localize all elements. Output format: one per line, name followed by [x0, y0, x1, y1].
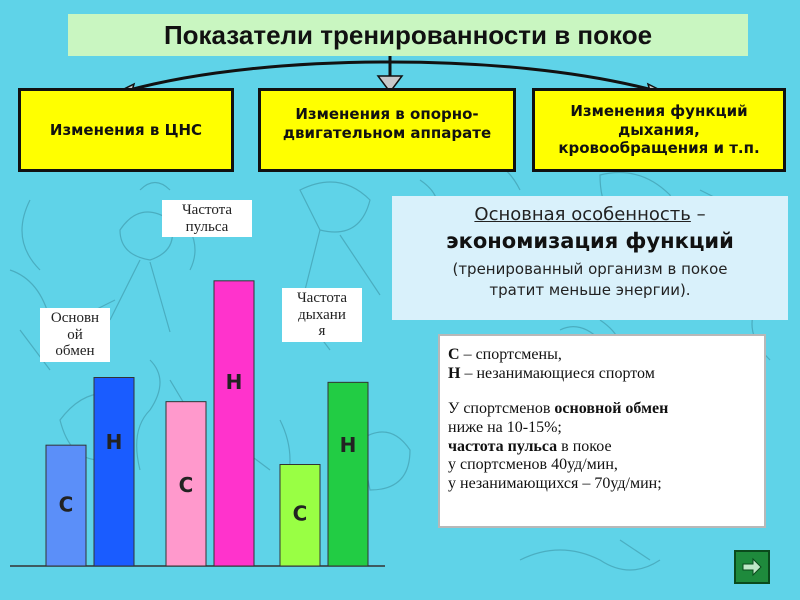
next-slide-arrow-icon — [741, 556, 763, 578]
function-changes-line3: кровообращения и т.п. — [558, 139, 760, 158]
category-label-1-line-0: Частота — [181, 202, 233, 218]
legend-h-letter: Н — [448, 364, 461, 382]
category-label-0-line-2: обмен — [55, 343, 95, 359]
legend-p2: ниже на 10-15%; — [448, 418, 562, 436]
legend-c-text: – спортсмены, — [459, 346, 562, 363]
function-changes-line1: Изменения функций — [570, 101, 748, 120]
feature-explanation-line2: тратит меньше энергии). — [489, 281, 691, 299]
feature-explanation-line1: (тренированный организм в покое — [452, 260, 728, 278]
legend-h-entry — [448, 365, 756, 384]
category-label-2-line-0: Частота — [296, 290, 348, 306]
legend-c-letter: С — [448, 346, 460, 363]
function-changes-box — [532, 88, 786, 172]
function-changes-line2: дыхания, — [618, 120, 700, 139]
feature-main-statement: экономизация функций — [446, 229, 734, 253]
category-label-2 — [282, 288, 362, 342]
legend-p1: У спортсменов — [448, 399, 555, 417]
bar-chart-svg — [0, 180, 400, 580]
bar-chart — [0, 180, 400, 580]
legend-panel — [438, 334, 766, 528]
category-label-0 — [40, 308, 110, 362]
legend-p3-bold: частота пульса — [448, 437, 558, 455]
bar-letter-c-0: С — [58, 492, 74, 517]
legend-c-entry — [448, 346, 756, 365]
category-label-2-line-2: я — [318, 323, 326, 339]
legend-p1-bold: основной обмен — [554, 399, 669, 417]
feature-heading — [392, 204, 788, 225]
feature-heading-text: Основная особенность — [474, 204, 691, 225]
legend-p4: у спортсменов 40уд/мин, — [448, 456, 618, 474]
bar-letter-h-2: Н — [339, 433, 357, 458]
legend-metabolism-line — [448, 400, 756, 419]
legend-h-text: – незанимающиеся спортом — [460, 364, 655, 382]
main-feature-panel — [392, 196, 788, 320]
bar-letter-h-0: Н — [105, 430, 123, 455]
locomotor-changes-line1: Изменения в опорно- — [295, 105, 479, 123]
bar-h-0 — [94, 378, 134, 567]
bar-letter-c-1: С — [178, 473, 194, 498]
category-label-0-line-0: Основн — [50, 310, 100, 326]
locomotor-changes-line2: двигательном аппарате — [282, 123, 492, 142]
bar-h-2 — [328, 382, 368, 566]
bar-h-1 — [214, 281, 254, 566]
category-label-1 — [162, 200, 252, 237]
locomotor-changes-box — [258, 88, 516, 172]
category-label-0-line-1: ой — [67, 326, 83, 343]
bar-letter-c-2: С — [292, 501, 308, 526]
cns-changes-box — [18, 88, 234, 172]
category-label-1-line-1: пульса — [185, 218, 229, 235]
slide-title: Показатели тренированности в покое — [68, 14, 748, 56]
legend-pulse-line — [448, 438, 756, 457]
bar-letter-h-1: Н — [225, 370, 243, 395]
cns-changes-label: Изменения в ЦНС — [49, 120, 203, 139]
feature-heading-dash: – — [690, 204, 706, 225]
category-label-2-line-1: дыхани — [298, 306, 346, 323]
legend-p5: у незанимающихся – 70уд/мин; — [448, 475, 662, 493]
feature-explanation — [392, 259, 788, 301]
legend-p3: в покое — [557, 437, 612, 455]
next-slide-button[interactable] — [734, 550, 770, 584]
